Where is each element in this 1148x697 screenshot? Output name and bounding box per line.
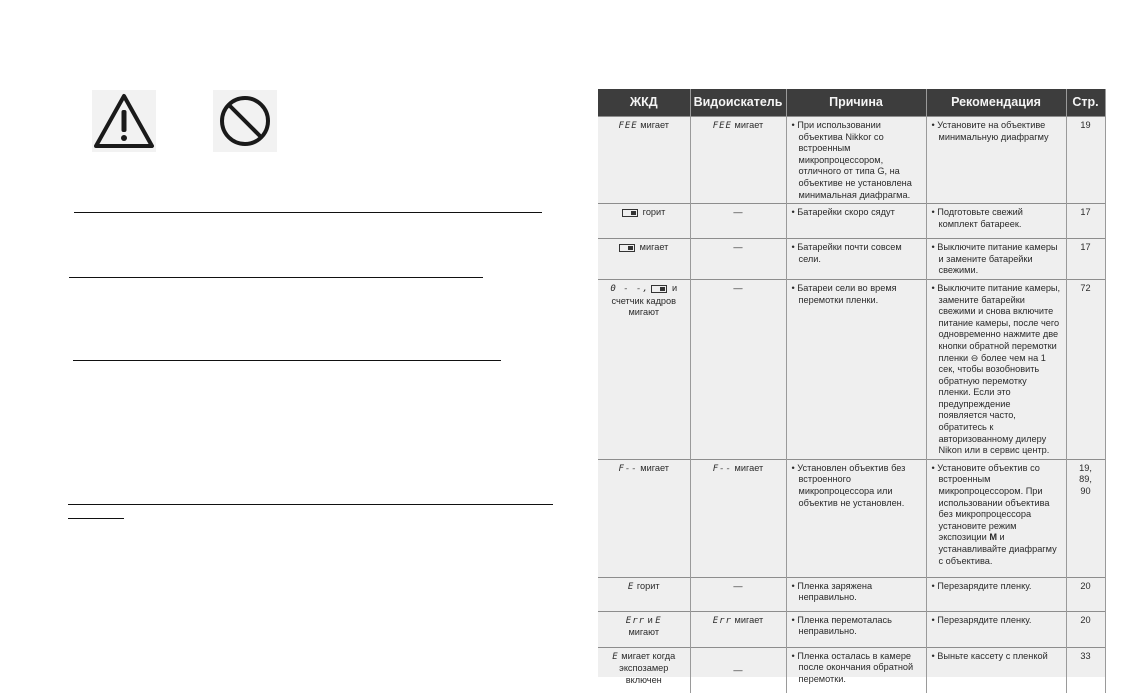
cause-cell: • При использовании объектива Nikkor со встроенным микропроцессором, отличного от типа G, на объективе не установлена минимальная диафрагма.: [786, 117, 926, 204]
blank-line: [68, 518, 124, 519]
viewfinder-cell: —: [690, 239, 786, 280]
table-row: [598, 647, 1105, 693]
header-page: Стр.: [1066, 89, 1105, 117]
header-viewfinder: Видоискатель: [690, 89, 786, 117]
recommendation-cell: • Установите объектив со встроенным микропроцессором. При использовании объектива без микропроцессора установите режим экспозиции M и устанавливайте диафрагму с объектива.: [926, 459, 1066, 577]
battery-icon: [651, 285, 667, 293]
cause-cell: • Батарейки скоро сядут: [786, 204, 926, 239]
blank-line: [69, 277, 483, 278]
viewfinder-cell: Err мигает: [690, 611, 786, 647]
cause-cell: • Пленка перемоталась неправильно.: [786, 611, 926, 647]
table-row: [598, 577, 1105, 611]
table-row: [598, 239, 1105, 280]
lcd-cell: горит: [598, 204, 690, 239]
recommendation-cell: • Перезарядите пленку.: [926, 577, 1066, 611]
blank-line: [68, 504, 553, 505]
viewfinder-cell: F-- мигает: [690, 459, 786, 577]
lcd-cell: E мигает когда экспозамер включен: [598, 647, 690, 693]
recommendation-cell: • Выключите питание камеры, замените батарейки свежими и снова включите питание камеры, после чего одновременно нажмите две кнопки обратной перемотки пленки ⊖ более чем на 1 сек, чтобы возобновить обратную перемотку пленки. Если это предупреждение появляется часто, обратитесь к авторизованному дилеру Nikon или в сервис центр.: [926, 279, 1066, 459]
header-recommendation: Рекомендация: [926, 89, 1066, 117]
battery-icon: [619, 244, 635, 252]
recommendation-cell: • Установите на объективе минимальную диафрагму: [926, 117, 1066, 204]
prohibited-circle-icon: [213, 90, 277, 152]
page-cell: 17: [1066, 239, 1105, 280]
page-cell: 19: [1066, 117, 1105, 204]
viewfinder-cell: —: [690, 577, 786, 611]
troubleshooting-table: [598, 89, 1106, 693]
recommendation-cell: • Выньте кассету с пленкой: [926, 647, 1066, 693]
page-cell: 33: [1066, 647, 1105, 693]
lcd-cell: E горит: [598, 577, 690, 611]
table-row: [598, 459, 1105, 577]
viewfinder-cell: —: [690, 279, 786, 459]
lcd-cell: FEE мигает: [598, 117, 690, 204]
troubleshooting-table-panel: [598, 89, 1105, 686]
cause-cell: • Батареи сели во время перемотки пленки.: [786, 279, 926, 459]
table-row: [598, 204, 1105, 239]
cause-cell: • Установлен объектив без встроенного микропроцессора или объектив не установлен.: [786, 459, 926, 577]
page-cell: 19, 89, 90: [1066, 459, 1105, 577]
lcd-cell: мигает: [598, 239, 690, 280]
lcd-cell: F-- мигает: [598, 459, 690, 577]
prohibited-icon-box: [213, 90, 277, 152]
table-row: [598, 279, 1105, 459]
page-cell: 17: [1066, 204, 1105, 239]
table-row: [598, 611, 1105, 647]
blank-line: [73, 360, 501, 361]
page-cell: 20: [1066, 611, 1105, 647]
viewfinder-cell: —: [690, 647, 786, 693]
warning-triangle-icon: [92, 90, 156, 152]
header-lcd: ЖКД: [598, 89, 690, 117]
table-header-row: [598, 89, 1105, 117]
blank-line: [74, 212, 542, 213]
rewind-button-icon: ⊖: [970, 352, 979, 363]
recommendation-cell: • Подготовьте свежий комплект батареек.: [926, 204, 1066, 239]
warning-icon-box: [92, 90, 156, 152]
page-cell: 20: [1066, 577, 1105, 611]
lcd-cell: 0 - -, и счетчик кадров мигают: [598, 279, 690, 459]
header-cause: Причина: [786, 89, 926, 117]
page-cell: 72: [1066, 279, 1105, 459]
cause-cell: • Пленка осталась в камере после окончания обратной перемотки.: [786, 647, 926, 693]
recommendation-cell: • Перезарядите пленку.: [926, 611, 1066, 647]
viewfinder-cell: —: [690, 204, 786, 239]
viewfinder-cell: FEE мигает: [690, 117, 786, 204]
cause-cell: • Пленка заряжена неправильно.: [786, 577, 926, 611]
cause-cell: • Батарейки почти совсем сели.: [786, 239, 926, 280]
battery-icon: [622, 209, 638, 217]
recommendation-cell: • Выключите питание камеры и замените батарейки свежими.: [926, 239, 1066, 280]
table-row: [598, 117, 1105, 204]
lcd-cell: Err и E мигают: [598, 611, 690, 647]
